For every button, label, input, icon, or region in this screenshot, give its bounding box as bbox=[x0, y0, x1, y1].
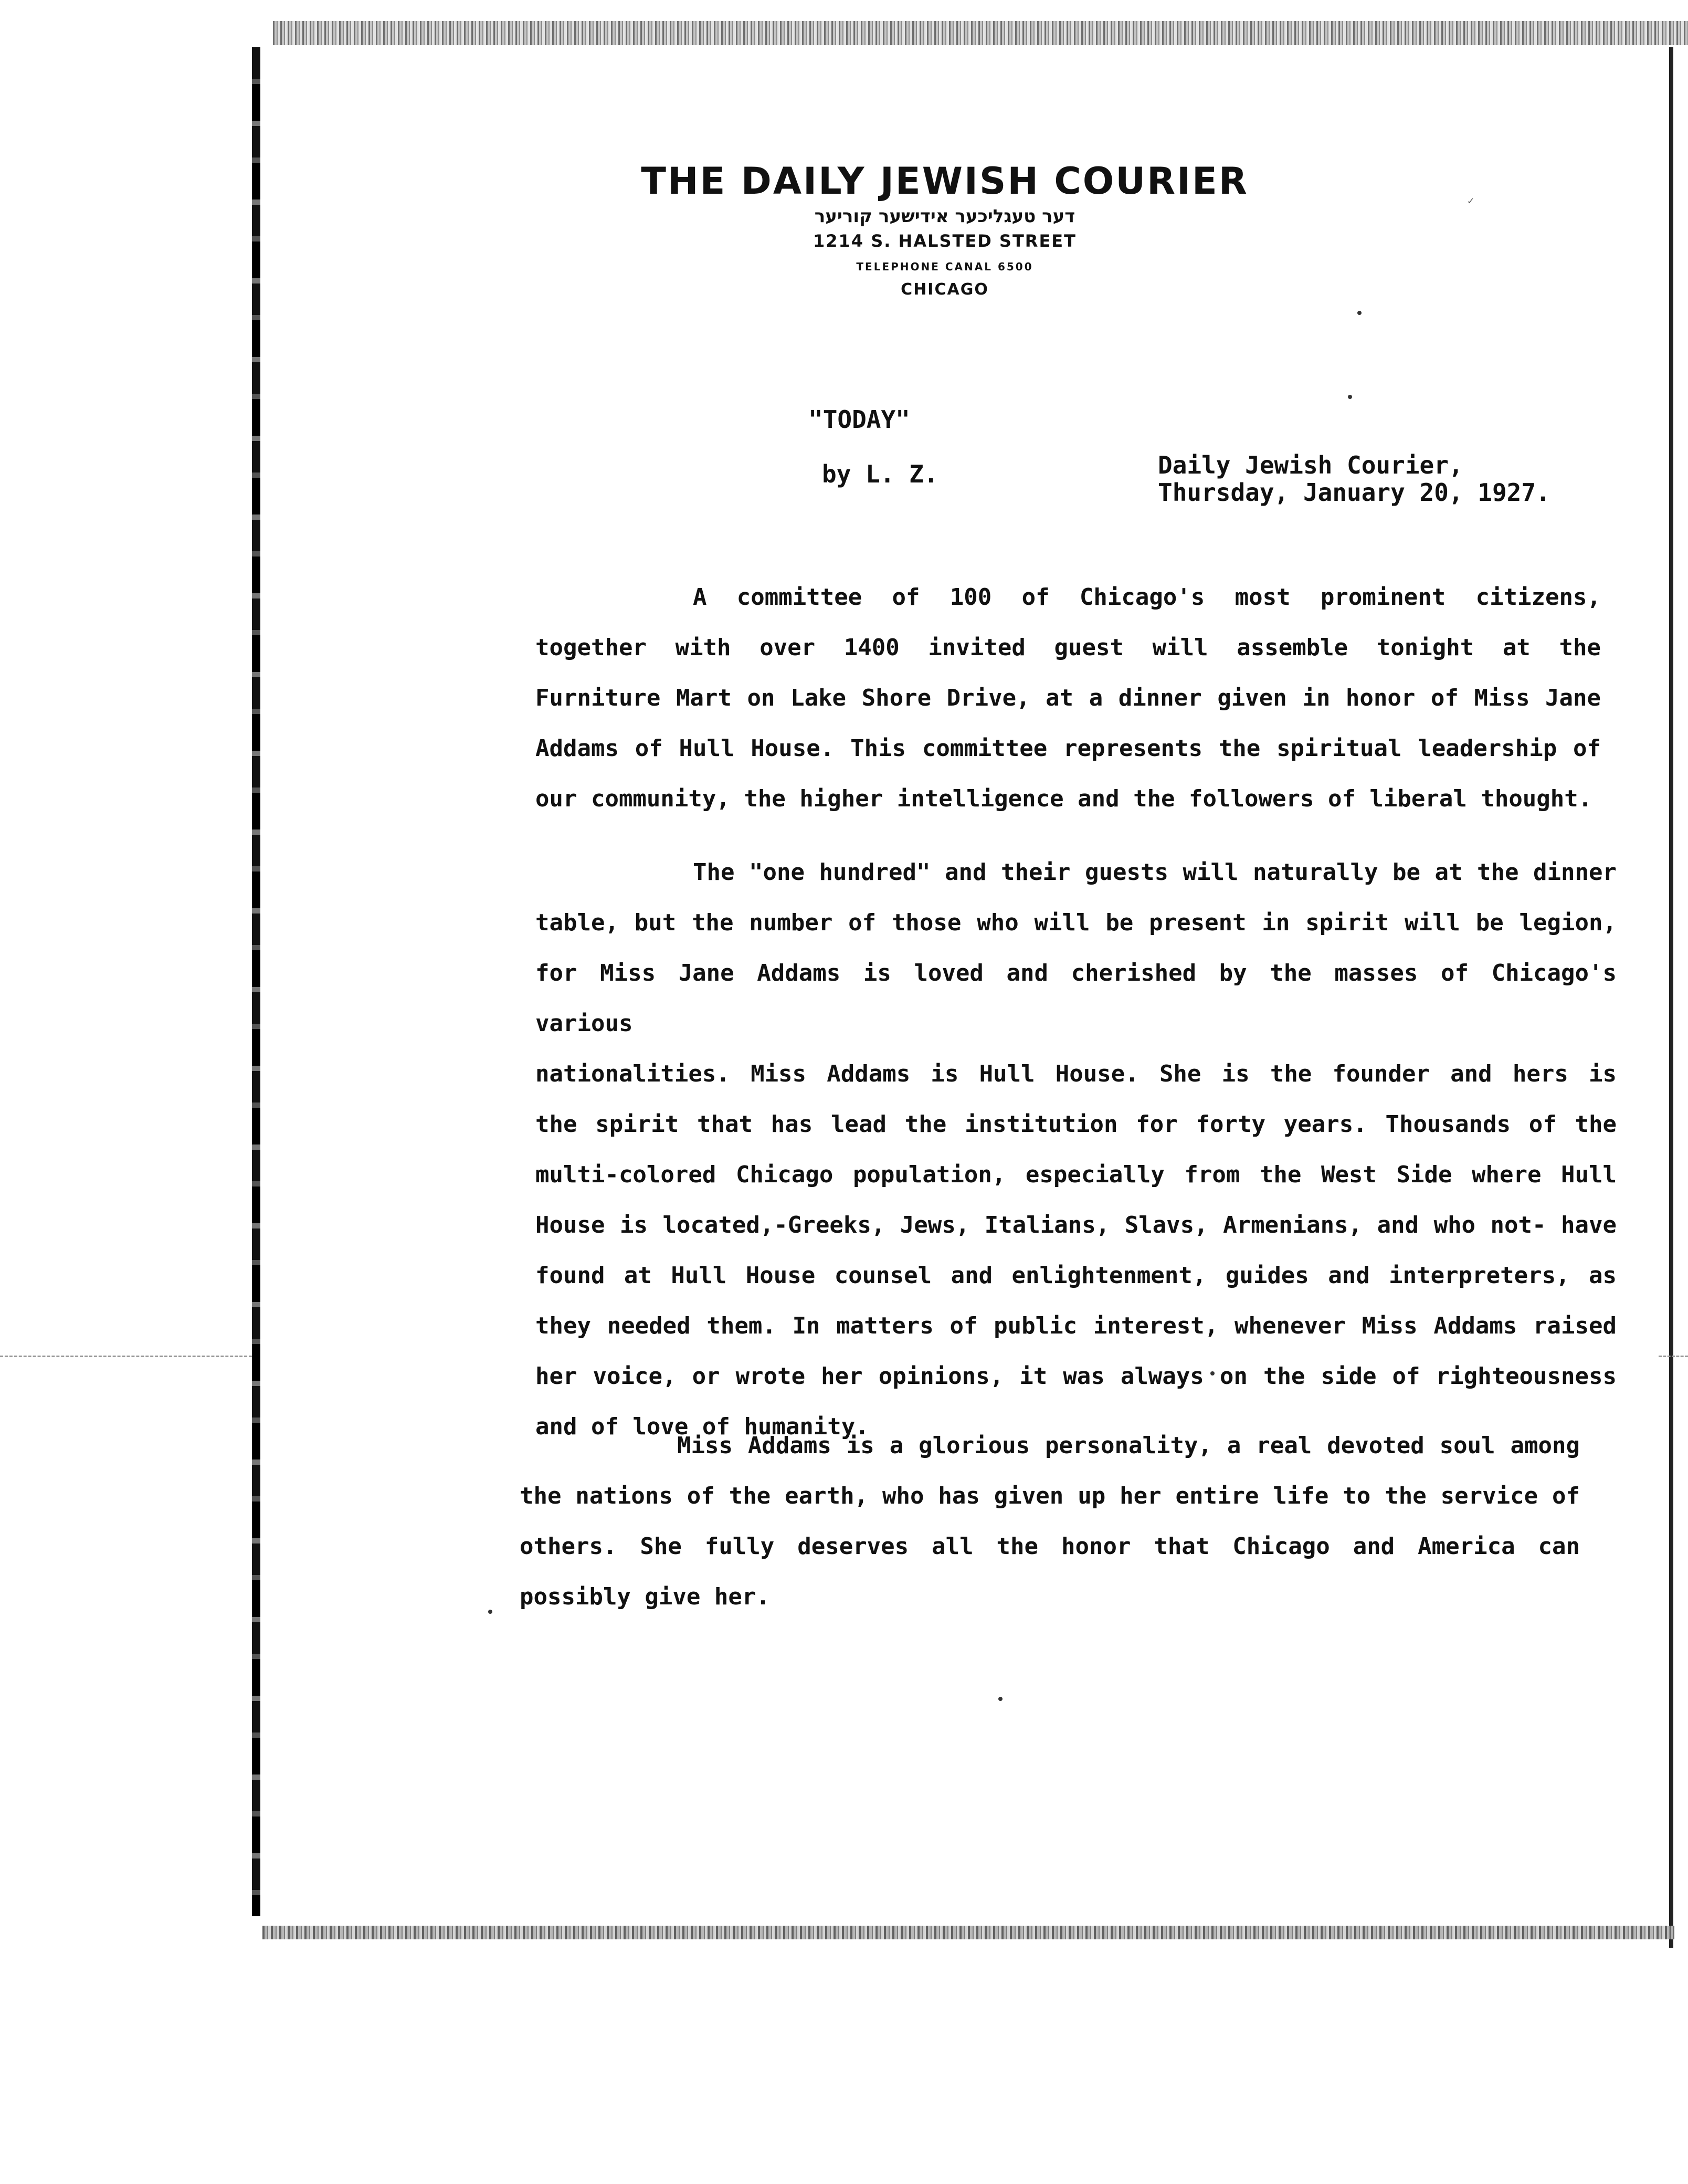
fold-line-right bbox=[1659, 1356, 1688, 1357]
text-line: others. She fully deserves all the honor that Chicago and America can bbox=[520, 1533, 1580, 1560]
text-line: A committee of 100 of Chicago's most prominent citizens, bbox=[693, 584, 1601, 611]
scan-edge-bottom bbox=[262, 1926, 1674, 1939]
text-line: the nations of the earth, who has given up her entire life to the service of bbox=[520, 1483, 1580, 1509]
article-paragraph-1 bbox=[535, 572, 1601, 824]
text-line: Furniture Mart on Lake Shore Drive, at a dinner given in honor of Miss Jane bbox=[535, 685, 1601, 711]
text-line: and of love of humanity. bbox=[535, 1413, 869, 1440]
text-line: House is located,-Greeks, Jews, Italians, Slavs, Armenians, and who not- have bbox=[535, 1212, 1617, 1238]
article-byline: by L. Z. bbox=[822, 460, 938, 488]
text-line: for Miss Jane Addams is loved and cherished by the masses of Chicago's various bbox=[535, 960, 1617, 1037]
scan-speck bbox=[998, 1697, 1003, 1701]
scan-speck bbox=[1348, 395, 1352, 399]
text-line: The "one hundred" and their guests will naturally be at the dinner bbox=[693, 859, 1617, 886]
text-line: table, but the number of those who will be present in spirit will be legion, bbox=[535, 909, 1617, 936]
text-line: her voice, or wrote her opinions, it was always on the side of righteousness bbox=[535, 1363, 1617, 1390]
article-paragraph-2 bbox=[535, 847, 1617, 1452]
scan-speck bbox=[1357, 311, 1362, 315]
article-dateline bbox=[1158, 452, 1550, 506]
newspaper-telephone: TELEPHONE CANAL 6500 bbox=[856, 260, 1033, 273]
article-date: Thursday, January 20, 1927. bbox=[1158, 478, 1550, 507]
newspaper-name: THE DAILY JEWISH COURIER bbox=[641, 160, 1249, 203]
text-line: found at Hull House counsel and enlightenment, guides and interpreters, as bbox=[535, 1262, 1617, 1289]
scan-edge-right bbox=[1669, 47, 1673, 1948]
text-line: our community, the higher intelligence and the followers of liberal thought. bbox=[535, 785, 1592, 812]
text-line: multi-colored Chicago population, especially from the West Side where Hull bbox=[535, 1161, 1617, 1188]
letterhead bbox=[472, 160, 1417, 299]
text-line: possibly give her. bbox=[520, 1583, 770, 1610]
newspaper-city: CHICAGO bbox=[901, 280, 989, 299]
text-line: together with over 1400 invited guest will assemble tonight at the bbox=[535, 634, 1601, 661]
text-line: nationalities. Miss Addams is Hull House. She is the founder and hers is bbox=[535, 1060, 1617, 1087]
article-source: Daily Jewish Courier, bbox=[1158, 451, 1463, 479]
text-line: they needed them. In matters of public interest, whenever Miss Addams raised bbox=[535, 1312, 1617, 1339]
text-line: the spirit that has lead the institution for forty years. Thousands of the bbox=[535, 1111, 1617, 1138]
scan-edge-top bbox=[273, 21, 1688, 45]
corner-check-mark: ✓ bbox=[1468, 194, 1474, 207]
scan-speck bbox=[488, 1610, 492, 1614]
newspaper-name-yiddish: דער טעגליכער אידישער קוריער bbox=[814, 206, 1075, 227]
fold-line bbox=[0, 1356, 252, 1357]
article-paragraph-3 bbox=[520, 1421, 1580, 1622]
scan-edge-left bbox=[252, 47, 260, 1916]
newspaper-address: 1214 S. HALSTED STREET bbox=[813, 231, 1077, 251]
article-title: "TODAY" bbox=[808, 405, 910, 434]
text-line: Miss Addams is a glorious personality, a real devoted soul among bbox=[677, 1432, 1580, 1459]
text-line: Addams of Hull House. This committee represents the spiritual leadership of bbox=[535, 735, 1601, 762]
